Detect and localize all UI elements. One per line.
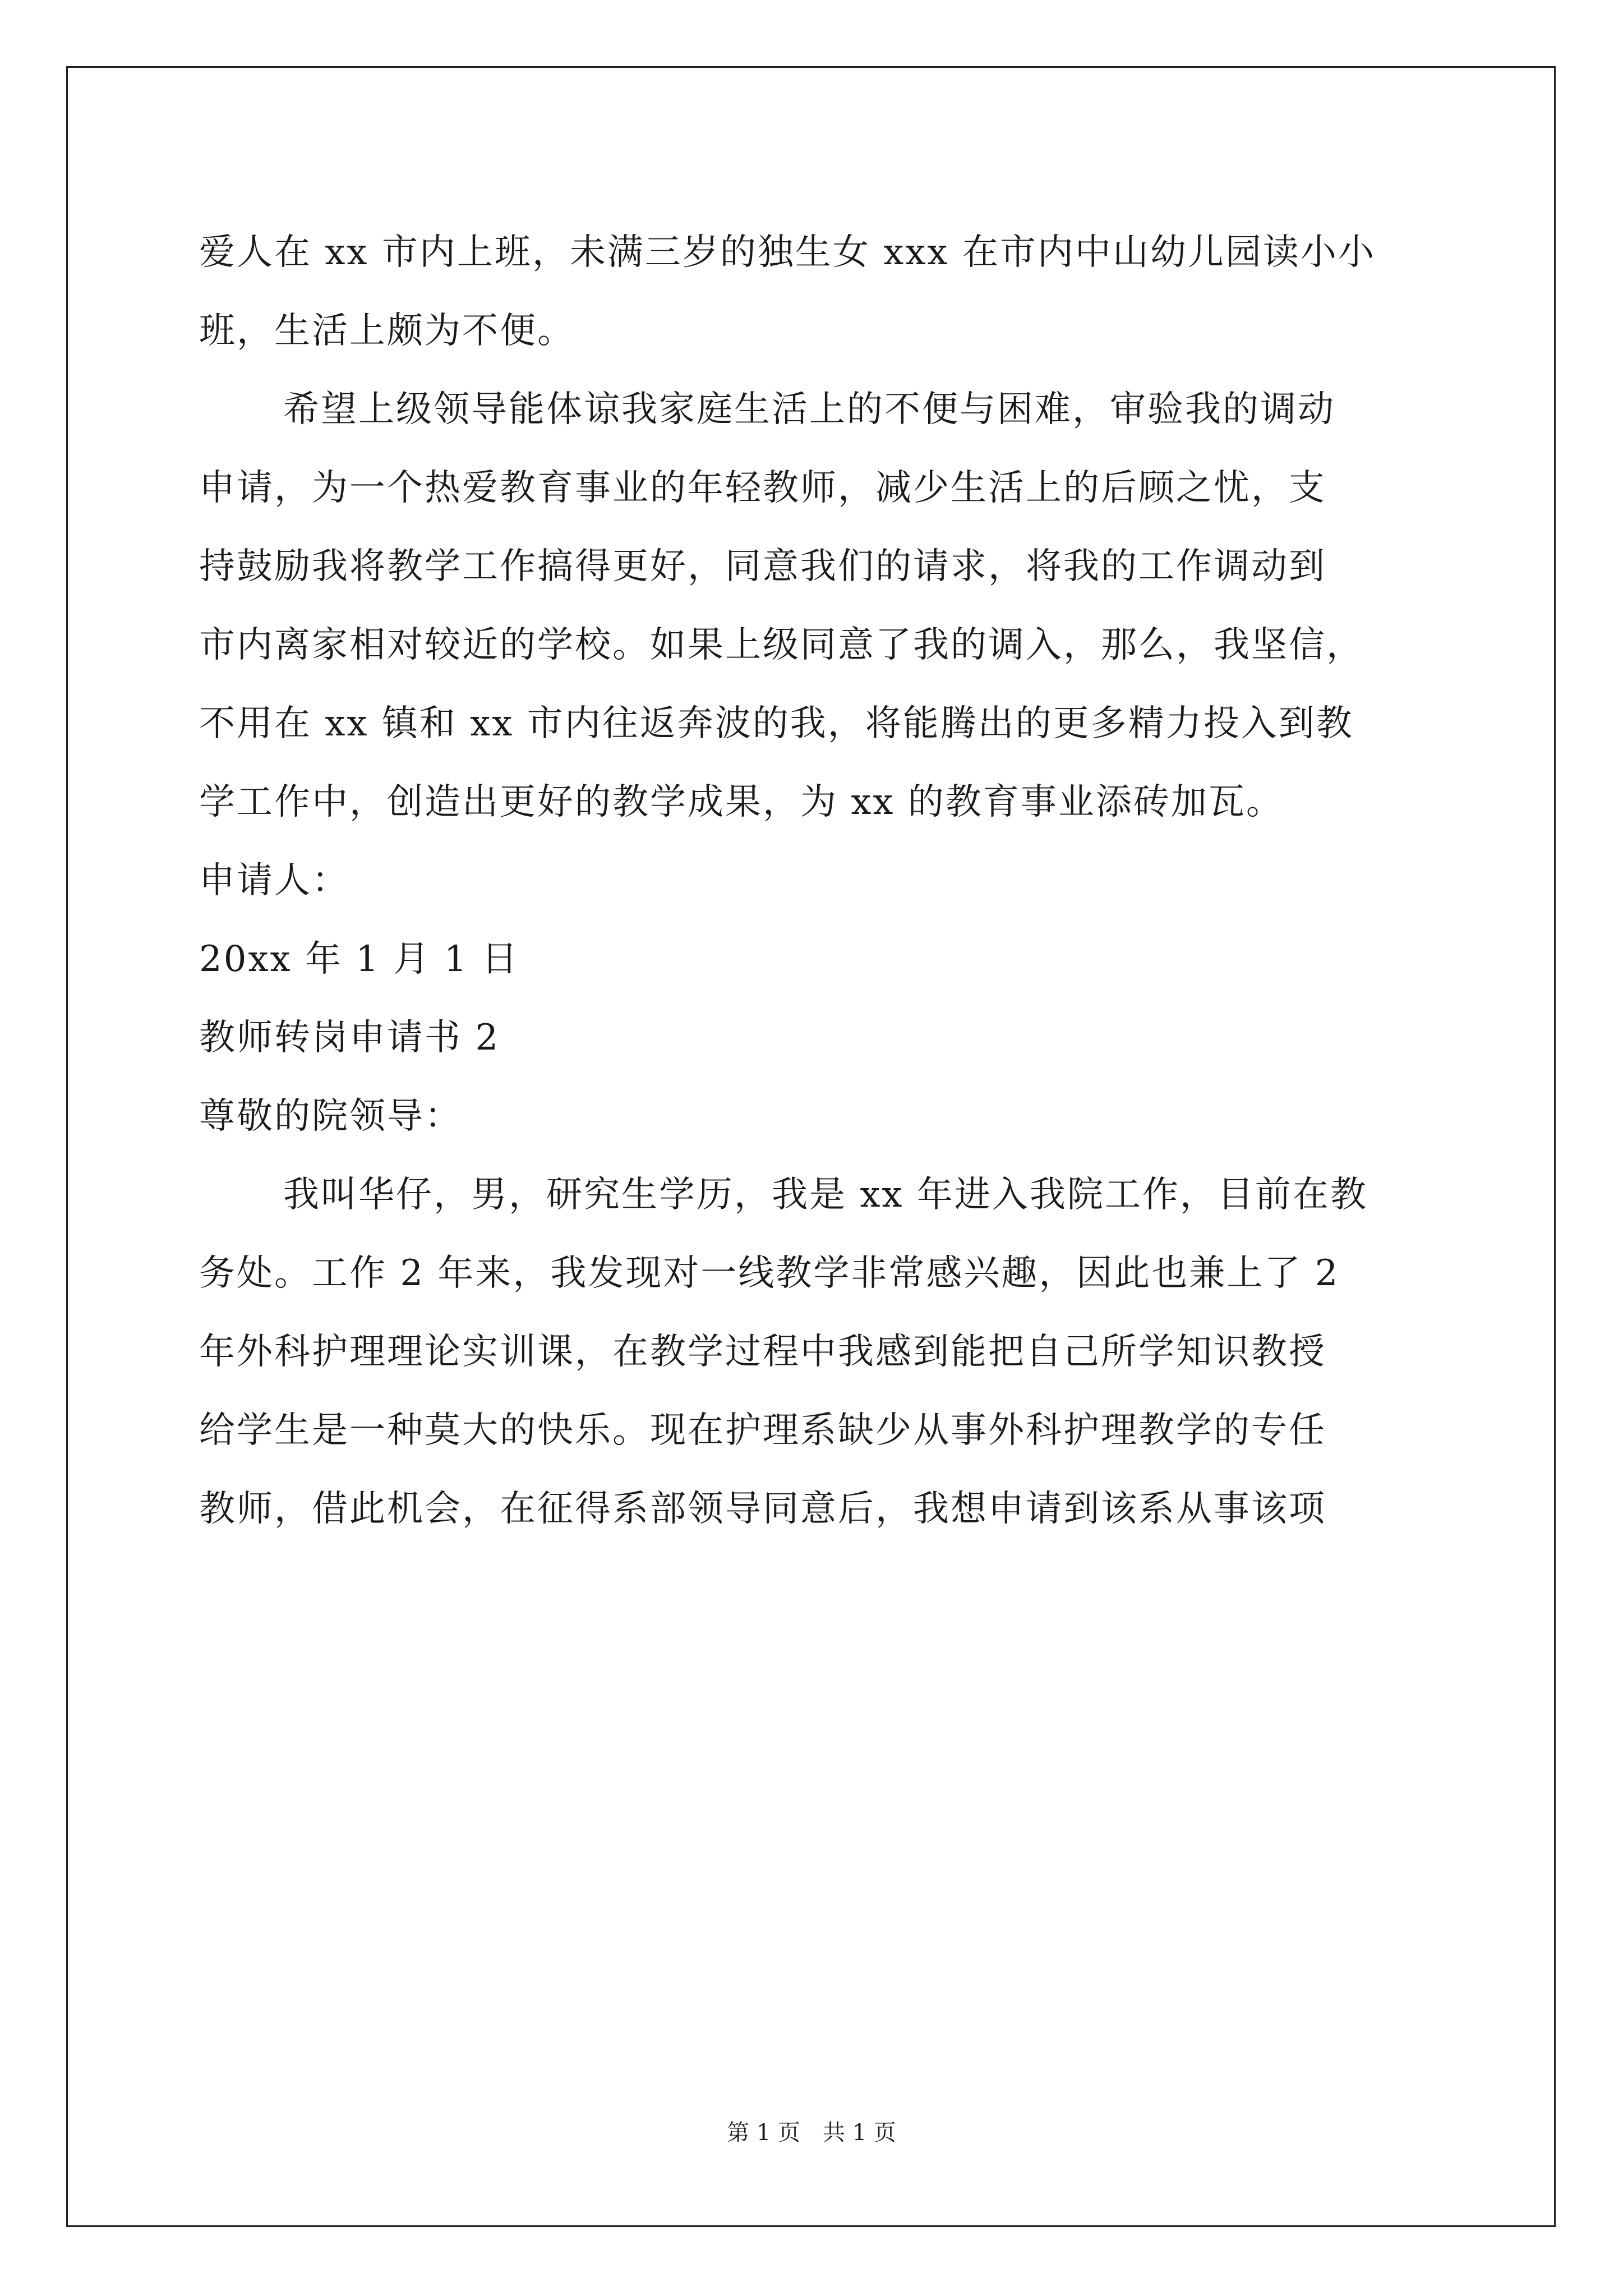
body-line: 务处。工作 2 年来，我发现对一线教学非常感兴趣，因此也兼上了 2 <box>199 1253 1340 1294</box>
page-number-footer: 第 1 页 共 1 页 <box>727 2120 896 2146</box>
body-line: 申请，为一个热爱教育事业的年轻教师，减少生活上的后顾之忧，支 <box>199 467 1326 509</box>
paragraph-start: 希望上级领导能体谅我家庭生活上的不便与困难，审验我的调动 <box>283 389 1335 430</box>
body-line: 给学生是一种莫大的快乐。现在护理系缺少从事外科护理教学的专任 <box>199 1410 1326 1451</box>
body-line: 市内离家相对较近的学校。如果上级同意了我的调入，那么，我坚信， <box>199 624 1364 666</box>
body-line: 学工作中，创造出更好的教学成果，为 xx 的教育事业添砖加瓦。 <box>199 781 1284 823</box>
section-title: 教师转岗申请书 2 <box>199 1017 500 1059</box>
body-line: 爱人在 xx 市内上班，未满三岁的独生女 xxx 在市内中山幼儿园读小小 <box>199 232 1376 273</box>
body-line: 持鼓励我将教学工作搞得更好，同意我们的请求，将我的工作调动到 <box>199 546 1326 587</box>
paragraph-start: 我叫华仔，男，研究生学历，我是 xx 年进入我院工作，目前在教 <box>283 1174 1368 1216</box>
document-body <box>199 213 1444 1548</box>
date-line: 20xx 年 1 月 1 日 <box>199 938 519 980</box>
body-line: 教师，借此机会，在征得系部领导同意后，我想申请到该系从事该项 <box>199 1488 1326 1530</box>
body-line: 年外科护理理论实训课，在教学过程中我感到能把自己所学知识教授 <box>199 1331 1326 1373</box>
signature-label: 申请人： <box>199 860 349 901</box>
body-line: 不用在 xx 镇和 xx 市内往返奔波的我，将能腾出的更多精力投入到教 <box>199 703 1354 744</box>
body-line: 班，生活上颇为不便。 <box>199 310 575 352</box>
salutation: 尊敬的院领导： <box>199 1096 462 1137</box>
